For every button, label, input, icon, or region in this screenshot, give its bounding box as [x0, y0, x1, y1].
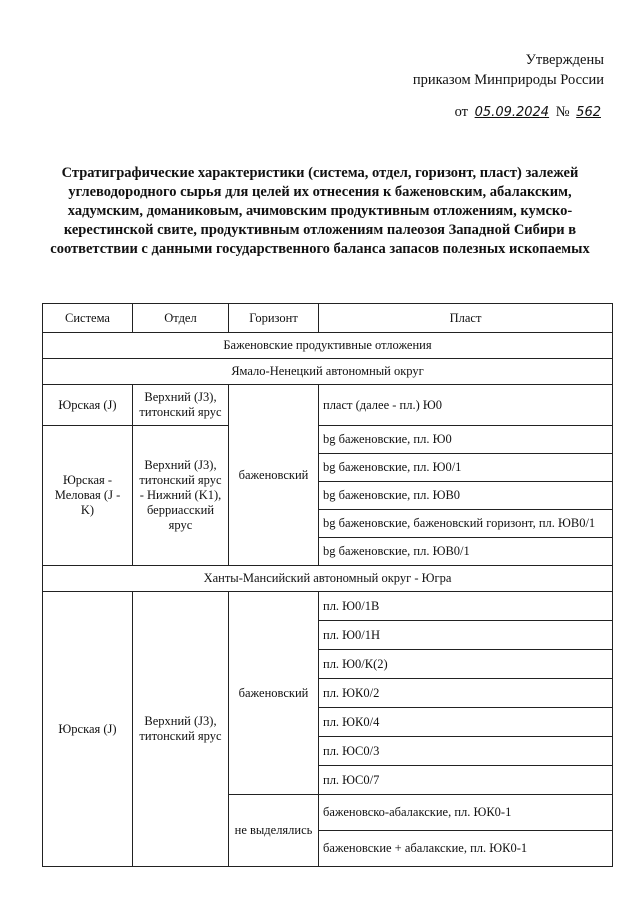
cell-plast: пл. Ю0/1Н — [319, 621, 613, 650]
region-title-yanao: Ямало-Ненецкий автономный округ — [43, 359, 613, 385]
section-title: Баженовские продуктивные отложения — [43, 333, 613, 359]
approval-block — [304, 50, 604, 123]
approval-line-1: Утверждены — [525, 52, 604, 68]
document-title: Стратиграфические характеристики (система, отдел, горизонт, пласт) залежей углеводородного сырья для целей их отнесения к баженовским, абалакским, хадумским, доманиковым, ачимовским продуктивным отложениям, кумско-керестинской свите, продуктивным отложениям палеозоя Западной Сибири в соответствии с данными государственного баланса запасов полезных ископаемых — [50, 165, 590, 257]
cell-plast: bg баженовские, пл. ЮВ0/1 — [319, 538, 613, 566]
region-row — [43, 359, 613, 385]
cell-plast: пл. ЮК0/2 — [319, 679, 613, 708]
region-title-hmao: Ханты-Мансийский автономный округ - Югра — [43, 566, 613, 592]
order-number: 562 — [576, 105, 601, 120]
cell-otdel: Верхний (J3), титонский ярус — [133, 592, 229, 867]
cell-plast: пласт (далее - пл.) Ю0 — [319, 385, 613, 426]
cell-sistema: Юрская - Меловая (J - K) — [43, 426, 133, 566]
cell-gorizont: баженовский — [229, 592, 319, 795]
cell-plast: пл. Ю0/1В — [319, 592, 613, 621]
cell-otdel: Верхний (J3), титонский ярус — [133, 385, 229, 426]
cell-gorizont: баженовский — [229, 385, 319, 566]
table-header-row — [43, 304, 613, 333]
cell-plast: пл. ЮС0/7 — [319, 766, 613, 795]
stratigraphy-table — [42, 303, 613, 867]
table-row — [43, 592, 613, 621]
cell-plast: bg баженовские, пл. ЮВ0 — [319, 482, 613, 510]
cell-plast: bg баженовские, пл. Ю0 — [319, 426, 613, 454]
table-row — [43, 426, 613, 454]
header-sistema: Система — [43, 304, 133, 333]
from-label: от — [454, 104, 469, 120]
table-row — [43, 385, 613, 426]
cell-gorizont: не выделялись — [229, 795, 319, 867]
cell-plast: пл. Ю0/К(2) — [319, 650, 613, 679]
header-plast: Пласт — [319, 304, 613, 333]
cell-plast: пл. ЮК0/4 — [319, 708, 613, 737]
region-row — [43, 566, 613, 592]
number-label: № — [555, 104, 570, 120]
order-date: 05.09.2024 — [474, 105, 550, 120]
cell-plast: пл. ЮС0/3 — [319, 737, 613, 766]
approval-line-2: приказом Минприроды России — [412, 72, 604, 88]
header-otdel: Отдел — [133, 304, 229, 333]
cell-otdel: Верхний (J3), титонский ярус - Нижний (K1), берриасский ярус — [133, 426, 229, 566]
section-row — [43, 333, 613, 359]
cell-sistema: Юрская (J) — [43, 385, 133, 426]
order-line — [304, 102, 604, 123]
cell-plast: bg баженовские, баженовский горизонт, пл. ЮВ0/1 — [319, 510, 613, 538]
cell-plast: баженовские + абалакские, пл. ЮК0-1 — [319, 831, 613, 867]
header-gorizont: Горизонт — [229, 304, 319, 333]
cell-plast: баженовско-абалакские, пл. ЮК0-1 — [319, 795, 613, 831]
cell-sistema: Юрская (J) — [43, 592, 133, 867]
cell-plast: bg баженовские, пл. Ю0/1 — [319, 454, 613, 482]
